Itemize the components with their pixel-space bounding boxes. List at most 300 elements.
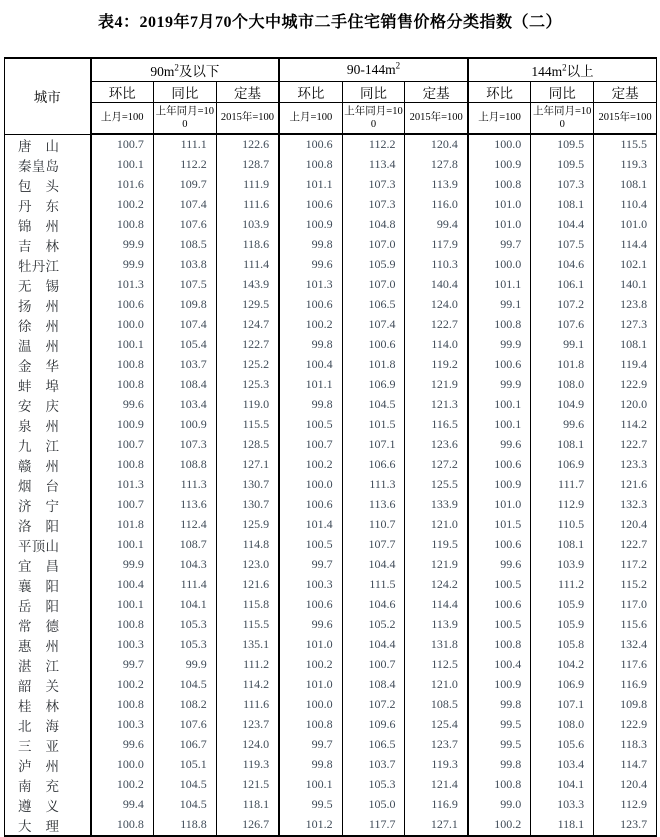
city-cell xyxy=(5,195,91,215)
value-cell: 113.9 xyxy=(405,175,468,195)
value-cell: 108.1 xyxy=(531,435,594,455)
city-cell xyxy=(5,335,91,355)
value-cell: 100.2 xyxy=(468,815,531,836)
table-row xyxy=(5,235,657,255)
value-cell: 104.5 xyxy=(342,395,405,415)
value-cell: 121.6 xyxy=(216,575,279,595)
value-cell: 100.7 xyxy=(91,134,154,155)
value-cell: 100.6 xyxy=(279,195,342,215)
value-cell: 106.5 xyxy=(342,735,405,755)
value-cell: 110.5 xyxy=(531,515,594,535)
value-cell: 101.1 xyxy=(468,275,531,295)
city-name: 济 宁 xyxy=(18,498,59,514)
value-cell: 100.7 xyxy=(91,435,154,455)
city-cell xyxy=(5,475,91,495)
value-cell: 114.7 xyxy=(594,755,657,775)
city-column-header: 城市 xyxy=(5,58,91,134)
table-row xyxy=(5,555,657,575)
value-cell: 112.4 xyxy=(153,515,216,535)
table-row xyxy=(5,495,657,515)
value-cell: 109.8 xyxy=(594,695,657,715)
value-cell: 105.3 xyxy=(342,775,405,795)
value-cell: 100.1 xyxy=(91,335,154,355)
city-name: 三 亚 xyxy=(18,738,59,754)
header-metric-row xyxy=(5,82,657,103)
value-cell: 121.4 xyxy=(405,775,468,795)
value-cell: 143.9 xyxy=(216,275,279,295)
city-name: 金 华 xyxy=(18,358,59,374)
city-name: 洛 阳 xyxy=(18,518,59,534)
table-row xyxy=(5,275,657,295)
table-row xyxy=(5,395,657,415)
table-row xyxy=(5,715,657,735)
value-cell: 125.2 xyxy=(216,355,279,375)
value-cell: 99.1 xyxy=(468,295,531,315)
value-cell: 99.9 xyxy=(468,335,531,355)
group-header-90-144 xyxy=(279,58,468,82)
value-cell: 111.4 xyxy=(153,575,216,595)
value-cell: 118.6 xyxy=(216,235,279,255)
value-cell: 100.1 xyxy=(468,415,531,435)
city-name: 桂 林 xyxy=(18,698,59,714)
value-cell: 111.2 xyxy=(531,575,594,595)
table-row xyxy=(5,775,657,795)
table-body xyxy=(5,134,657,836)
value-cell: 111.6 xyxy=(216,195,279,215)
city-cell xyxy=(5,355,91,375)
value-cell: 113.6 xyxy=(342,495,405,515)
value-cell: 108.7 xyxy=(153,535,216,555)
value-cell: 100.5 xyxy=(279,415,342,435)
value-cell: 100.0 xyxy=(91,755,154,775)
value-cell: 101.5 xyxy=(468,515,531,535)
value-cell: 122.7 xyxy=(594,535,657,555)
table-row xyxy=(5,675,657,695)
value-cell: 120.4 xyxy=(405,134,468,155)
value-cell: 100.6 xyxy=(468,355,531,375)
value-cell: 101.8 xyxy=(531,355,594,375)
metric-header-yoy: 同比 xyxy=(342,82,405,103)
value-cell: 103.7 xyxy=(153,355,216,375)
table-row xyxy=(5,635,657,655)
value-cell: 100.1 xyxy=(91,535,154,555)
value-cell: 108.2 xyxy=(153,695,216,715)
group-label: 90m xyxy=(150,64,175,79)
value-cell: 124.0 xyxy=(405,295,468,315)
value-cell: 130.7 xyxy=(216,495,279,515)
value-cell: 116.5 xyxy=(405,415,468,435)
city-name: 安 庆 xyxy=(18,398,59,414)
value-cell: 100.3 xyxy=(91,635,154,655)
value-cell: 104.1 xyxy=(153,595,216,615)
value-cell: 108.4 xyxy=(342,675,405,695)
city-cell xyxy=(5,795,91,815)
value-cell: 100.0 xyxy=(91,315,154,335)
value-cell: 99.8 xyxy=(468,695,531,715)
value-cell: 104.4 xyxy=(342,635,405,655)
value-cell: 114.2 xyxy=(594,415,657,435)
value-cell: 117.0 xyxy=(594,595,657,615)
value-cell: 100.8 xyxy=(91,455,154,475)
city-cell xyxy=(5,695,91,715)
value-cell: 109.7 xyxy=(153,175,216,195)
value-cell: 99.9 xyxy=(468,375,531,395)
value-cell: 115.5 xyxy=(594,134,657,155)
value-cell: 115.5 xyxy=(216,415,279,435)
value-cell: 108.1 xyxy=(594,175,657,195)
value-cell: 99.6 xyxy=(91,395,154,415)
value-cell: 127.8 xyxy=(405,155,468,175)
value-cell: 108.4 xyxy=(153,375,216,395)
value-cell: 101.8 xyxy=(342,355,405,375)
value-cell: 100.0 xyxy=(468,134,531,155)
city-cell xyxy=(5,175,91,195)
city-cell xyxy=(5,235,91,255)
city-name: 岳 阳 xyxy=(18,598,59,614)
base-header-prev-month: 上月=100 xyxy=(279,103,342,135)
value-cell: 103.3 xyxy=(531,795,594,815)
value-cell: 105.3 xyxy=(153,635,216,655)
city-name: 丹 东 xyxy=(18,198,59,214)
value-cell: 103.4 xyxy=(531,755,594,775)
value-cell: 101.2 xyxy=(279,815,342,836)
value-cell: 99.0 xyxy=(468,795,531,815)
value-cell: 123.7 xyxy=(405,735,468,755)
value-cell: 103.7 xyxy=(342,755,405,775)
value-cell: 100.2 xyxy=(279,655,342,675)
value-cell: 101.1 xyxy=(279,175,342,195)
city-cell xyxy=(5,555,91,575)
value-cell: 101.3 xyxy=(91,475,154,495)
value-cell: 107.4 xyxy=(342,315,405,335)
value-cell: 100.4 xyxy=(279,355,342,375)
value-cell: 135.1 xyxy=(216,635,279,655)
value-cell: 118.1 xyxy=(216,795,279,815)
value-cell: 125.3 xyxy=(216,375,279,395)
value-cell: 107.5 xyxy=(153,275,216,295)
value-cell: 100.8 xyxy=(91,815,154,836)
value-cell: 116.0 xyxy=(405,195,468,215)
value-cell: 107.5 xyxy=(531,235,594,255)
header-base-row xyxy=(5,103,657,135)
city-cell xyxy=(5,775,91,795)
value-cell: 104.4 xyxy=(342,555,405,575)
value-cell: 100.9 xyxy=(91,415,154,435)
value-cell: 100.6 xyxy=(468,535,531,555)
value-cell: 104.2 xyxy=(531,655,594,675)
value-cell: 121.9 xyxy=(405,555,468,575)
city-cell xyxy=(5,295,91,315)
value-cell: 108.1 xyxy=(594,335,657,355)
value-cell: 100.8 xyxy=(279,715,342,735)
group-header-90-under xyxy=(91,58,280,82)
value-cell: 121.3 xyxy=(405,395,468,415)
value-cell: 107.4 xyxy=(153,315,216,335)
value-cell: 118.3 xyxy=(594,735,657,755)
value-cell: 107.3 xyxy=(342,195,405,215)
value-cell: 112.2 xyxy=(342,134,405,155)
value-cell: 101.3 xyxy=(279,275,342,295)
value-cell: 132.4 xyxy=(594,635,657,655)
value-cell: 101.0 xyxy=(279,635,342,655)
city-name: 宜 昌 xyxy=(18,558,59,574)
value-cell: 99.5 xyxy=(468,735,531,755)
value-cell: 100.0 xyxy=(468,255,531,275)
value-cell: 109.5 xyxy=(531,134,594,155)
value-cell: 100.6 xyxy=(279,495,342,515)
value-cell: 123.6 xyxy=(405,435,468,455)
value-cell: 111.3 xyxy=(342,475,405,495)
value-cell: 103.4 xyxy=(153,395,216,415)
table-row xyxy=(5,415,657,435)
base-header-2015: 2015年=100 xyxy=(405,103,468,135)
value-cell: 99.8 xyxy=(279,335,342,355)
value-cell: 119.3 xyxy=(216,755,279,775)
metric-header-base: 定基 xyxy=(594,82,657,103)
value-cell: 100.6 xyxy=(342,335,405,355)
value-cell: 105.9 xyxy=(531,615,594,635)
value-cell: 100.8 xyxy=(91,355,154,375)
table-row xyxy=(5,315,657,335)
value-cell: 113.9 xyxy=(405,615,468,635)
table-row xyxy=(5,615,657,635)
value-cell: 99.5 xyxy=(468,715,531,735)
city-name: 秦 皇 岛 xyxy=(18,158,59,174)
value-cell: 133.9 xyxy=(405,495,468,515)
table-row xyxy=(5,575,657,595)
value-cell: 116.9 xyxy=(405,795,468,815)
table-row xyxy=(5,475,657,495)
city-cell xyxy=(5,415,91,435)
metric-header-yoy: 同比 xyxy=(531,82,594,103)
table-row xyxy=(5,515,657,535)
value-cell: 100.5 xyxy=(279,535,342,555)
value-cell: 115.5 xyxy=(216,615,279,635)
city-cell xyxy=(5,275,91,295)
city-cell xyxy=(5,815,91,836)
value-cell: 107.2 xyxy=(342,695,405,715)
metric-header-mom: 环比 xyxy=(279,82,342,103)
value-cell: 107.0 xyxy=(342,275,405,295)
value-cell: 105.9 xyxy=(342,255,405,275)
city-cell xyxy=(5,155,91,175)
value-cell: 108.1 xyxy=(531,535,594,555)
value-cell: 99.1 xyxy=(531,335,594,355)
value-cell: 122.7 xyxy=(405,315,468,335)
value-cell: 104.5 xyxy=(153,675,216,695)
value-cell: 100.4 xyxy=(91,575,154,595)
value-cell: 120.0 xyxy=(594,395,657,415)
value-cell: 111.1 xyxy=(153,134,216,155)
value-cell: 99.8 xyxy=(468,755,531,775)
value-cell: 99.9 xyxy=(153,655,216,675)
value-cell: 110.3 xyxy=(405,255,468,275)
value-cell: 115.2 xyxy=(594,575,657,595)
value-cell: 128.7 xyxy=(216,155,279,175)
value-cell: 100.2 xyxy=(91,195,154,215)
value-cell: 101.4 xyxy=(279,515,342,535)
value-cell: 114.4 xyxy=(594,235,657,255)
value-cell: 101.0 xyxy=(468,195,531,215)
group-label: 144m xyxy=(531,64,563,79)
value-cell: 128.5 xyxy=(216,435,279,455)
value-cell: 131.8 xyxy=(405,635,468,655)
value-cell: 105.9 xyxy=(531,595,594,615)
value-cell: 100.6 xyxy=(279,134,342,155)
value-cell: 109.8 xyxy=(153,295,216,315)
value-cell: 100.8 xyxy=(468,315,531,335)
value-cell: 132.3 xyxy=(594,495,657,515)
value-cell: 120.4 xyxy=(594,515,657,535)
metric-header-yoy: 同比 xyxy=(153,82,216,103)
value-cell: 111.9 xyxy=(216,175,279,195)
value-cell: 100.4 xyxy=(468,655,531,675)
value-cell: 112.5 xyxy=(405,655,468,675)
value-cell: 117.2 xyxy=(594,555,657,575)
value-cell: 100.8 xyxy=(91,375,154,395)
value-cell: 111.4 xyxy=(216,255,279,275)
value-cell: 104.8 xyxy=(342,215,405,235)
value-cell: 110.4 xyxy=(594,195,657,215)
value-cell: 119.3 xyxy=(594,155,657,175)
value-cell: 121.0 xyxy=(405,515,468,535)
value-cell: 105.4 xyxy=(153,335,216,355)
value-cell: 110.7 xyxy=(342,515,405,535)
value-cell: 108.5 xyxy=(153,235,216,255)
value-cell: 100.5 xyxy=(468,575,531,595)
city-cell xyxy=(5,255,91,275)
metric-header-base: 定基 xyxy=(405,82,468,103)
value-cell: 101.0 xyxy=(279,675,342,695)
value-cell: 140.4 xyxy=(405,275,468,295)
value-cell: 100.8 xyxy=(279,155,342,175)
value-cell: 100.0 xyxy=(279,695,342,715)
value-cell: 100.8 xyxy=(468,635,531,655)
value-cell: 107.6 xyxy=(531,315,594,335)
value-cell: 111.5 xyxy=(342,575,405,595)
value-cell: 111.6 xyxy=(216,695,279,715)
value-cell: 103.9 xyxy=(531,555,594,575)
city-cell xyxy=(5,435,91,455)
value-cell: 119.5 xyxy=(405,535,468,555)
value-cell: 100.7 xyxy=(342,655,405,675)
superscript: 2 xyxy=(395,60,401,71)
value-cell: 101.3 xyxy=(91,275,154,295)
value-cell: 117.6 xyxy=(594,655,657,675)
table-wrapper xyxy=(4,57,656,837)
value-cell: 108.0 xyxy=(531,375,594,395)
city-name: 泉 州 xyxy=(18,418,59,434)
table-row xyxy=(5,755,657,775)
value-cell: 104.9 xyxy=(531,395,594,415)
city-name: 吉 林 xyxy=(18,238,59,254)
value-cell: 125.9 xyxy=(216,515,279,535)
value-cell: 122.9 xyxy=(594,715,657,735)
value-cell: 100.9 xyxy=(279,215,342,235)
value-cell: 119.4 xyxy=(594,355,657,375)
value-cell: 111.7 xyxy=(531,475,594,495)
value-cell: 107.3 xyxy=(531,175,594,195)
value-cell: 100.8 xyxy=(468,175,531,195)
base-header-prev-month: 上月=100 xyxy=(468,103,531,135)
value-cell: 120.4 xyxy=(594,775,657,795)
city-cell xyxy=(5,735,91,755)
base-header-prev-month: 上月=100 xyxy=(91,103,154,135)
value-cell: 115.8 xyxy=(216,595,279,615)
value-cell: 100.8 xyxy=(91,615,154,635)
superscript: 2 xyxy=(562,62,567,73)
value-cell: 102.1 xyxy=(594,255,657,275)
value-cell: 100.2 xyxy=(279,455,342,475)
value-cell: 111.2 xyxy=(216,655,279,675)
value-cell: 112.2 xyxy=(153,155,216,175)
value-cell: 107.1 xyxy=(531,695,594,715)
value-cell: 101.0 xyxy=(468,215,531,235)
value-cell: 109.6 xyxy=(342,715,405,735)
value-cell: 114.8 xyxy=(216,535,279,555)
value-cell: 100.8 xyxy=(468,775,531,795)
value-cell: 123.3 xyxy=(594,455,657,475)
base-header-prev-year: 上年同月=100 xyxy=(531,103,594,135)
value-cell: 107.0 xyxy=(342,235,405,255)
base-header-prev-year: 上年同月=100 xyxy=(153,103,216,135)
value-cell: 100.9 xyxy=(468,155,531,175)
value-cell: 127.2 xyxy=(405,455,468,475)
city-cell xyxy=(5,134,91,155)
city-name: 烟 台 xyxy=(18,478,59,494)
value-cell: 100.6 xyxy=(279,595,342,615)
value-cell: 107.6 xyxy=(153,215,216,235)
value-cell: 99.6 xyxy=(468,555,531,575)
value-cell: 99.7 xyxy=(468,235,531,255)
table-row xyxy=(5,735,657,755)
value-cell: 100.3 xyxy=(91,715,154,735)
value-cell: 101.1 xyxy=(279,375,342,395)
value-cell: 112.9 xyxy=(531,495,594,515)
city-cell xyxy=(5,635,91,655)
value-cell: 104.4 xyxy=(531,215,594,235)
city-name: 遵 义 xyxy=(18,798,59,814)
city-name: 温 州 xyxy=(18,338,59,354)
value-cell: 107.3 xyxy=(342,175,405,195)
value-cell: 117.9 xyxy=(405,235,468,255)
value-cell: 104.6 xyxy=(342,595,405,615)
metric-header-base: 定基 xyxy=(216,82,279,103)
value-cell: 100.6 xyxy=(279,295,342,315)
city-cell xyxy=(5,715,91,735)
city-cell xyxy=(5,375,91,395)
value-cell: 109.5 xyxy=(531,155,594,175)
value-cell: 100.9 xyxy=(153,415,216,435)
value-cell: 104.6 xyxy=(531,255,594,275)
table-row xyxy=(5,695,657,715)
value-cell: 106.5 xyxy=(342,295,405,315)
value-cell: 103.9 xyxy=(216,215,279,235)
city-name: 南 充 xyxy=(18,778,59,794)
value-cell: 116.9 xyxy=(594,675,657,695)
value-cell: 130.7 xyxy=(216,475,279,495)
value-cell: 99.6 xyxy=(468,435,531,455)
value-cell: 99.6 xyxy=(279,255,342,275)
value-cell: 129.5 xyxy=(216,295,279,315)
value-cell: 99.6 xyxy=(279,615,342,635)
table-row xyxy=(5,795,657,815)
city-cell xyxy=(5,755,91,775)
table-row xyxy=(5,815,657,836)
table-row xyxy=(5,375,657,395)
city-name: 九 江 xyxy=(18,438,59,454)
table-row xyxy=(5,215,657,235)
